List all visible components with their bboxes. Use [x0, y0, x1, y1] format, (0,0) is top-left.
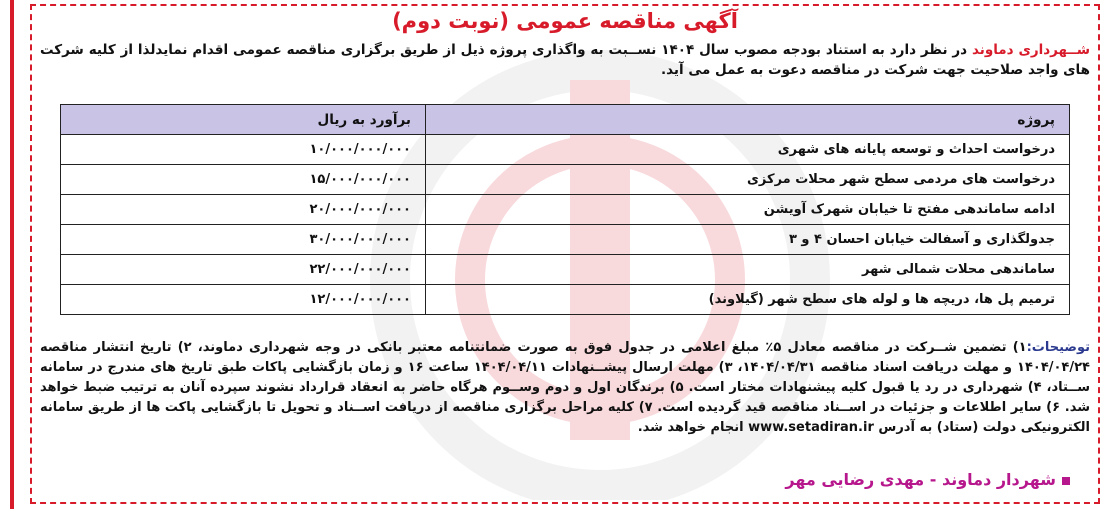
project-estimate: ۲۲/۰۰۰/۰۰۰/۰۰۰	[61, 255, 426, 285]
header-project: پروژه	[426, 105, 1070, 135]
project-name: جدولگذاری و آسفالت خیابان احسان ۴ و ۳	[426, 225, 1070, 255]
notice-title	[40, 8, 1090, 34]
notes-label: توضیحات:	[1026, 340, 1090, 355]
project-name: ادامه ساماندهی مفتح تا خیابان شهرک آویشن	[426, 195, 1070, 225]
table-row	[61, 165, 1070, 195]
notice-content	[40, 8, 1090, 489]
intro-org-name: شــهرداری دماوند	[971, 42, 1090, 58]
project-name: ترمیم پل ها، دریچه ها و لوله های سطح شهر (گیلاوند)	[426, 285, 1070, 315]
project-estimate: ۱۲/۰۰۰/۰۰۰/۰۰۰	[61, 285, 426, 315]
project-name: ساماندهی محلات شمالی شهر	[426, 255, 1070, 285]
header-estimate: برآورد به ریال	[61, 105, 426, 135]
signature: شهردار دماوند - مهدی رضایی مهر	[785, 470, 1070, 489]
project-estimate: ۱۰/۰۰۰/۰۰۰/۰۰۰	[61, 135, 426, 165]
notes-text: ۱) تضمین شــرکت در مناقصه معادل ۵٪ مبلغ اعلامی در جدول فوق به صورت ضمانتنامه معتبر بانکی در وجه شهرداری دماوند، ۲) تاریخ انتشار مناقصه ۱۴۰۴/۰۴/۲۴ و مهلت دریافت اسناد مناقصه ۱۴۰۴/۰۴/۳۱، ۳) مهلت ارسال پیشــنهادات ۱۴۰۴/۰۴/۱۱ ساعت ۱۶ و زمان بازگشایی پاکات طبق تاریخ های مندرج در سامانه ســتاد، ۴) شهرداری در رد یا قبول کلیه پیشنهادات مختار است. ۵) برندگان اول و دوم وســوم هرگاه حاضر به انعقاد قرارداد نشوند سپرده آنان به ترتیب ضبط خواهد شد. ۶) سایر اطلاعات و جزئیات در اســناد مناقصه قید گردیده است. ۷) کلیه مراحل برگزاری مناقصه از دریافت اســناد و تحویل تا بازگشایی پاکت ها از طریق سامانه الکترونیکی دولت (ستاد) به آدرس www.setadiran.ir انجام خواهد شد.	[40, 340, 1090, 435]
intro-paragraph	[40, 40, 1090, 80]
table-row	[61, 225, 1070, 255]
notes-paragraph	[40, 338, 1090, 438]
notice-title-text: آگهی مناقصه عمومی (نوبت دوم)	[392, 9, 738, 33]
project-estimate: ۲۰/۰۰۰/۰۰۰/۰۰۰	[61, 195, 426, 225]
table-row	[61, 255, 1070, 285]
project-estimate: ۱۵/۰۰۰/۰۰۰/۰۰۰	[61, 165, 426, 195]
projects-table	[60, 104, 1070, 315]
table-row	[61, 195, 1070, 225]
table-header-row	[61, 105, 1070, 135]
intro-text: در نظر دارد به استناد بودجه مصوب سال ۱۴۰۴ نســبت به واگذاری پروژه ذیل از طریق برگزاری مناقصه عمومی اقدام نمایدلذا از کلیه شرکت های واجد صلاحیت جهت شرکت در مناقصه دعوت به عمل می آید.	[40, 42, 1090, 78]
project-name: درخواست احداث و توسعه پایانه های شهری	[426, 135, 1070, 165]
project-name: درخواست های مردمی سطح شهر محلات مرکزی	[426, 165, 1070, 195]
left-accent-bar	[10, 0, 14, 509]
table-row	[61, 285, 1070, 315]
project-estimate: ۳۰/۰۰۰/۰۰۰/۰۰۰	[61, 225, 426, 255]
table-row	[61, 135, 1070, 165]
